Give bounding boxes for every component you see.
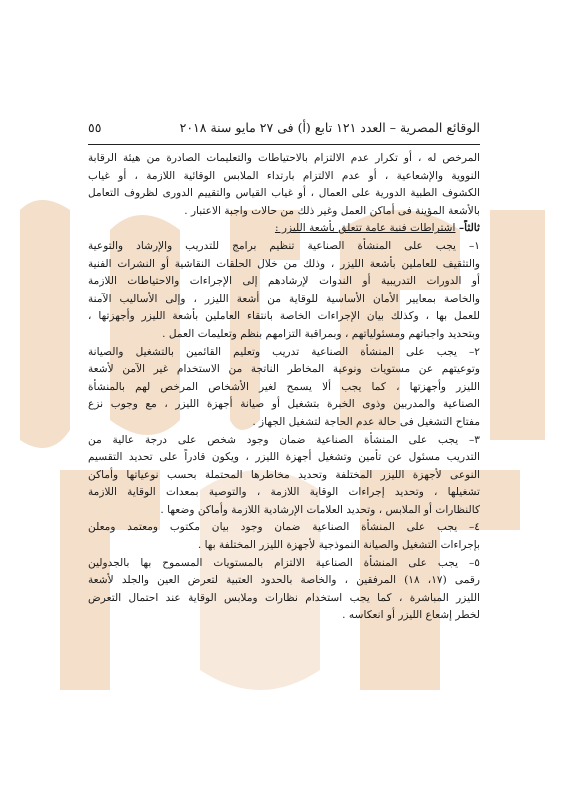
section-line: للعمل بها ، وكذلك بيان الإجراءات الخاصة بانتقاء العاملين بأشعة الليزر وأجهزتها ،	[88, 310, 480, 323]
section-line: الليزر وأجهزتها ، كما يجب ألا يسمح لغير الأشخاص المرخص لهم بالمنشأة	[88, 380, 480, 393]
section-line: الصناعية والمدربين وذوى الخبرة بتشغيل أو صيانة أجهزة الليزر ، مع وجوب نزع	[88, 398, 480, 411]
header-divider	[88, 144, 480, 145]
section-line: رقمى (١٧، ١٨) المرفقين ، والخاصة بالحدود العتبية لتعرض العين والجلد لأشعة	[88, 574, 480, 587]
section-line: بإجراءات التشغيل والصيانة النموذجية لأجهزة الليزر المختلفة بها .	[197, 539, 480, 552]
section-line: وبتحديد واجباتهم ومسئولياتهم ، وبمراقبة التزامهم بنظم وتعليمات العمل .	[162, 327, 480, 340]
page-number: ٥٥	[88, 120, 102, 135]
section-line: والتثقيف للعاملين بأشعة الليزر ، وذلك من خلال الحلقات النقاشية أو النشرات الفنية	[88, 257, 480, 270]
body-line: بالأشعة المؤينة فى أماكن العمل وغير ذلك من حالات واجبة الاعتبار .	[184, 204, 480, 217]
section-line: كالنظارات أو الملابس ، وتحديد العلامات الإرشادية اللازمة وأماكن وضعها .	[160, 503, 480, 516]
section-line: ٢– يجب على المنشأة الصناعية تدريب وتعليم القائمين بالتشغيل والصيانة	[88, 345, 480, 358]
gazette-title: الوقائع المصرية – العدد ١٢١ تابع (أ) فى ٢٧ مايو سنة ٢٠١٨	[179, 120, 480, 135]
section-line: ٣– يجب على المنشأة الصناعية ضمان وجود شخص على درجة عالية من	[88, 433, 480, 446]
section-line: والخاصة بمعايير الأمان الأساسية للوقاية من أشعة الليزر ، وإلى الأساليب الآمنة	[88, 292, 480, 305]
body-line: النووية والإشعاعية ، أو عدم الالتزام بارتداء الملابس الوقائية اللازمة ، أو غياب	[88, 169, 480, 182]
section-line: النوعى لأجهزة الليزر المختلفة وتحديد مخاطرها المحتملة بحسب نوعياتها وأماكن	[88, 468, 480, 481]
section-line: ٥– يجب على المنشأة الصناعية الالتزام بالمستويات المسموح بها بالجدولين	[88, 556, 480, 569]
section-heading-label: ثالثاً–	[458, 222, 480, 235]
section-line: تشغيلها ، وتحديد إجراءات الوقاية اللازمة ، والتوصية بمعدات الوقاية اللازمة	[88, 486, 480, 499]
section-line: الليزر المباشرة ، كما يجب استخدام نظارات وملابس الوقاية عند احتمال التعرض	[88, 591, 480, 604]
section-line: وتوعيتهم عن مستويات ونوعية المخاطر الناتجة من الاستخدام غير الآمن لأشعة	[88, 363, 480, 376]
body-line: المرخص له ، أو تكرار عدم الالتزام بالاحتياطات والتعليمات الصادرة من هيئة الرقابة	[88, 152, 480, 164]
section-line: لخطر إشعاع الليزر أو انعكاسه .	[342, 609, 480, 622]
section-line: أو الدورات التدريبية أو الندوات لإرشادهم إلى الإجراءات والاحتياطات اللازمة	[88, 275, 480, 288]
section-line: التدريب مسئول عن تأمين وتشغيل أجهزة الليزر ، ويكون قادراً على تحديد التقسيم	[88, 451, 480, 464]
section-heading-text: اشتراطات فنية عامة تتعلق بأشعة الليزر :	[274, 222, 456, 235]
document-body	[88, 150, 480, 625]
section-line: ١– يجب على المنشأة الصناعية تنظيم برامج للتدريب والإرشاد والتوعية	[88, 239, 480, 252]
body-line: الكشوف الطبية الدورية على العمال ، أو غياب القياس والتقييم الدورى لظروف التعامل	[88, 187, 480, 200]
page-header	[88, 120, 480, 142]
section-line: ٤– يجب على المنشأة الصناعية ضمان وجود بيان مكتوب ومعتمد ومعلن	[88, 521, 480, 534]
section-line: مفتاح التشغيل فى حالة عدم الحاجة لتشغيل الجهاز .	[252, 415, 480, 428]
section-heading	[88, 220, 480, 238]
